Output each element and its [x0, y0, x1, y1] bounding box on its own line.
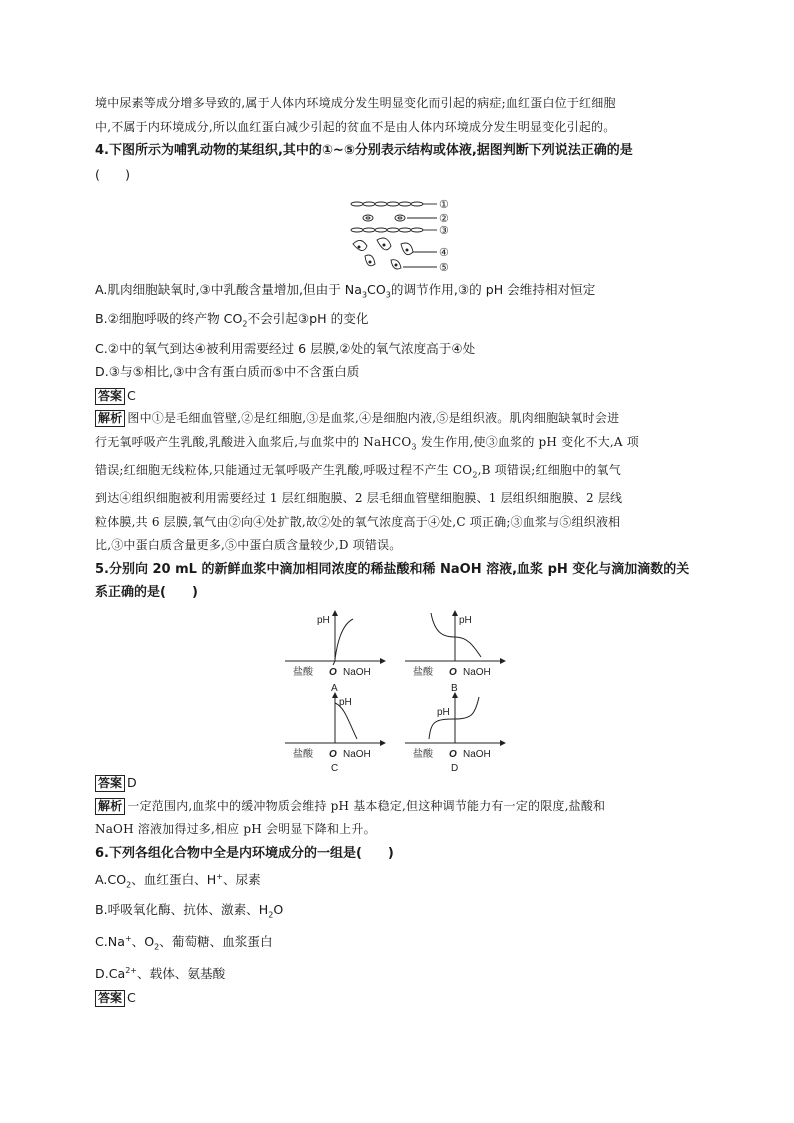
- label-4: ④: [439, 247, 449, 260]
- q6-option-d[interactable]: $D.Ca^{2+}$、载体、氨基酸: [95, 965, 226, 982]
- answer-tag: 答案: [95, 990, 125, 1007]
- label-3: ③: [439, 225, 449, 238]
- q4-explanation-line: 行无氧呼吸产生乳酸,乳酸进入血浆后,与血浆中的 NaHCO$_3$ 发生作用,使③血浆的 pH 变化不大,A 项: [95, 434, 639, 452]
- page-content: [95, 92, 700, 1009]
- q5-stem-cont: 系正确的是( ): [95, 585, 198, 601]
- answer-tag: 答案: [95, 388, 125, 405]
- graph-d-letter: D: [451, 762, 459, 771]
- q6-stem: 6.下列各组化合物中全是内环境成分的一组是( ): [95, 845, 394, 861]
- q4-bracket: ( ): [95, 166, 131, 182]
- graph-a-letter: A: [331, 682, 338, 694]
- q4-explanation-line: 错误;红细胞无线粒体,只能通过无氧呼吸产生乳酸,呼吸过程不产生 $CO_2,B$ 项错误;红细胞中的氧气: [95, 462, 621, 480]
- graph-d: [405, 693, 505, 743]
- graph-b-left: 盐酸: [413, 666, 433, 678]
- q4-stem: 4.下图所示为哺乳动物的某组织,其中的①~⑤分别表示结构或体液,据图判断下列说法正确的是: [95, 143, 633, 159]
- q4-explanation-line: 粒体膜,共 6 层膜,氧气由②向④处扩散,故②处的氧气浓度高于④处,C 项正确;③血浆与⑤组织液相: [95, 514, 621, 529]
- graph-b-ylabel: pH: [459, 614, 472, 626]
- label-2: ②: [439, 213, 449, 226]
- red-blood-cells: [363, 215, 405, 221]
- graph-d-left: 盐酸: [413, 748, 433, 760]
- graph-b-origin: O: [449, 666, 457, 678]
- graph-c-ylabel: pH: [339, 696, 352, 708]
- explain-tag: 解析: [95, 410, 125, 427]
- q6-option-b[interactable]: B.呼吸氧化酶、抗体、激素、$H_2O$: [95, 901, 284, 920]
- q4-tissue-diagram: [95, 190, 700, 272]
- graph-a-right: NaOH: [343, 666, 371, 678]
- graph-c-left: 盐酸: [293, 748, 313, 760]
- q4-option-d[interactable]: D.③与⑤相比,③中含有蛋白质而⑤中不含蛋白质: [95, 364, 360, 380]
- q6-answer: 答案 C: [95, 986, 700, 1010]
- intro-line: 中,不属于内环境成分,所以血红蛋白减少引起的贫血不是由人体内环境成分发生明显变化引起的。: [95, 119, 616, 134]
- q4-explanation-line: 解析 图中①是毛细血管壁,②是红细胞,③是血浆,④是细胞内液,⑤是组织液。肌肉细胞缺氧时会进: [95, 407, 700, 431]
- graph-d-origin: O: [449, 748, 457, 760]
- graph-b: [405, 611, 505, 661]
- ph-graphs-svg: [95, 605, 700, 771]
- q5-stem: 5.分别向 20 mL 的新鲜血浆中滴加相同浓度的稀盐酸和稀 NaOH 溶液,血浆 pH 变化与滴加滴数的关: [95, 561, 690, 577]
- graph-d-ylabel: pH: [437, 706, 450, 718]
- intro-line: 境中尿素等成分增多导致的,属于人体内环境成分发生明显变化而引起的病症;血红蛋白位于红细胞: [95, 96, 616, 110]
- capillary-wall-bottom: [351, 228, 423, 232]
- q5-explanation-line: NaOH 溶液加得过多,相应 pH 会明显下降和上升。: [95, 822, 376, 837]
- q5-explanation-line: 解析 一定范围内,血浆中的缓冲物质会维持 pH 基本稳定,但这种调节能力有一定的限度,盐酸和: [95, 795, 700, 819]
- answer-tag: 答案: [95, 775, 125, 792]
- q6-option-c[interactable]: C.Na+、$O_2$、葡萄糖、血浆蛋白: [95, 933, 273, 952]
- q4-answer: 答案 C: [95, 384, 700, 408]
- q4-explanation-line: 比,③中蛋白质含量更多,⑤中蛋白质含量较少,D 项错误。: [95, 538, 402, 553]
- q4-option-c[interactable]: C.②中的氧气到达④被利用需要经过 6 层膜,②处的氧气浓度高于④处: [95, 340, 476, 356]
- graph-a-left: 盐酸: [293, 666, 313, 678]
- graph-b-right: NaOH: [463, 666, 491, 678]
- capillary-wall-top: [351, 202, 423, 206]
- label-5: ⑤: [439, 262, 449, 273]
- q5-graphs: [95, 605, 700, 771]
- graph-b-letter: B: [451, 682, 458, 694]
- graph-c-letter: C: [331, 762, 339, 771]
- graph-a: [285, 611, 385, 665]
- graph-a-origin: O: [329, 666, 337, 678]
- q6-option-a[interactable]: $A.CO_2$、血红蛋白、H+、尿素: [95, 872, 261, 890]
- q4-option-b[interactable]: B.②细胞呼吸的终产物 $CO_2$不会引起③pH 的变化: [95, 311, 369, 329]
- q4-option-a[interactable]: A.肌肉细胞缺氧时,③中乳酸含量增加,但由于 $Na_3CO_3$的调节作用,③的 pH 会维持相对恒定: [95, 282, 596, 300]
- label-1: ①: [439, 199, 449, 212]
- tissue-cells: [353, 238, 413, 269]
- graph-c-right: NaOH: [343, 748, 371, 760]
- tissue-diagram-svg: [95, 190, 700, 272]
- graph-a-ylabel: pH: [317, 614, 330, 626]
- explain-tag: 解析: [95, 798, 125, 815]
- graph-c-origin: O: [329, 748, 337, 760]
- graph-c: [285, 693, 385, 743]
- q4-explanation-line: 到达④组织细胞被利用需要经过 1 层红细胞膜、2 层毛细血管壁细胞膜、1 层组织细胞膜、2 层线: [95, 490, 623, 505]
- q5-answer: 答案 D: [95, 771, 700, 795]
- graph-d-right: NaOH: [463, 748, 491, 760]
